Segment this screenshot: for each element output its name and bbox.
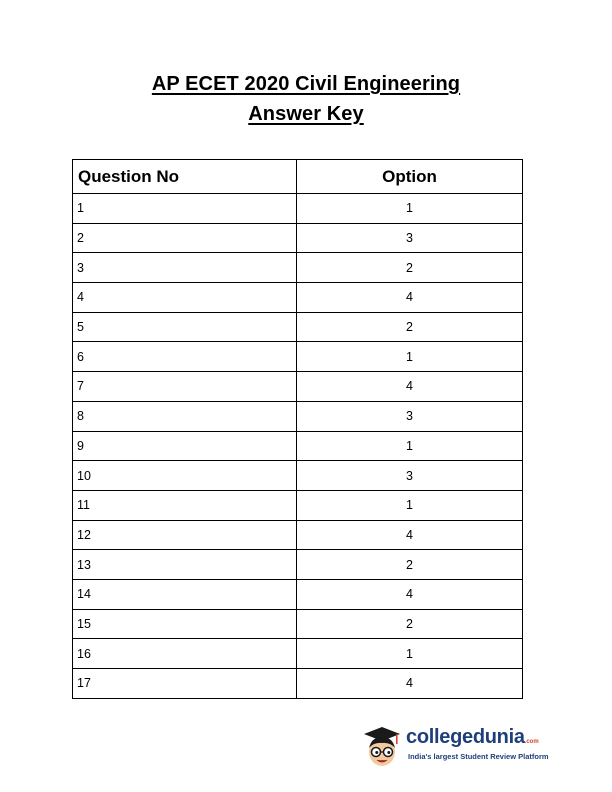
question-number-cell: 16 (73, 639, 297, 669)
question-number-cell: 10 (73, 461, 297, 491)
table-row (73, 194, 523, 224)
question-number-cell: 13 (73, 550, 297, 580)
question-number-cell: 7 (73, 372, 297, 402)
question-number-cell: 3 (73, 253, 297, 283)
option-cell: 4 (297, 669, 523, 699)
option-cell: 4 (297, 579, 523, 609)
table-row (73, 550, 523, 580)
option-cell: 3 (297, 461, 523, 491)
student-mascot-icon (360, 722, 404, 770)
question-number-cell: 9 (73, 431, 297, 461)
option-cell: 1 (297, 431, 523, 461)
brand-tagline: India's largest Student Review Platform (408, 752, 549, 761)
option-cell: 2 (297, 609, 523, 639)
question-number-cell: 1 (73, 194, 297, 224)
option-cell: 2 (297, 550, 523, 580)
table-header-row (73, 160, 523, 194)
table-row (73, 669, 523, 699)
option-cell: 2 (297, 312, 523, 342)
table-row (73, 431, 523, 461)
table-row (73, 490, 523, 520)
option-cell: 1 (297, 342, 523, 372)
option-cell: 4 (297, 372, 523, 402)
question-number-cell: 12 (73, 520, 297, 550)
document-title: AP ECET 2020 Civil Engineering (151, 73, 461, 95)
table-row (73, 401, 523, 431)
table-row (73, 342, 523, 372)
collegedunia-logo (360, 722, 550, 772)
brand-name (406, 726, 539, 749)
question-number-cell: 17 (73, 669, 297, 699)
table-row (73, 283, 523, 313)
question-number-cell: 6 (73, 342, 297, 372)
option-cell: 3 (297, 401, 523, 431)
question-number-cell: 5 (73, 312, 297, 342)
table-row (73, 639, 523, 669)
question-number-cell: 2 (73, 223, 297, 253)
answer-key-table (72, 159, 523, 699)
table-row (73, 223, 523, 253)
brand-name-text: collegedunia (406, 726, 525, 748)
option-cell: 1 (297, 194, 523, 224)
table-row (73, 520, 523, 550)
option-cell: 1 (297, 639, 523, 669)
option-cell: 4 (297, 520, 523, 550)
table-row (73, 461, 523, 491)
option-cell: 4 (297, 283, 523, 313)
table-row (73, 372, 523, 402)
brand-suffix: .com (524, 739, 539, 745)
option-cell: 3 (297, 223, 523, 253)
option-cell: 2 (297, 253, 523, 283)
table-row (73, 253, 523, 283)
table-row (73, 312, 523, 342)
table-row (73, 579, 523, 609)
header-question-no: Question No (73, 160, 297, 194)
question-number-cell: 11 (73, 490, 297, 520)
question-number-cell: 8 (73, 401, 297, 431)
question-number-cell: 14 (73, 579, 297, 609)
table-row (73, 609, 523, 639)
question-number-cell: 4 (73, 283, 297, 313)
option-cell: 1 (297, 490, 523, 520)
header-option: Option (297, 160, 523, 194)
document-subtitle: Answer Key (248, 103, 364, 125)
question-number-cell: 15 (73, 609, 297, 639)
